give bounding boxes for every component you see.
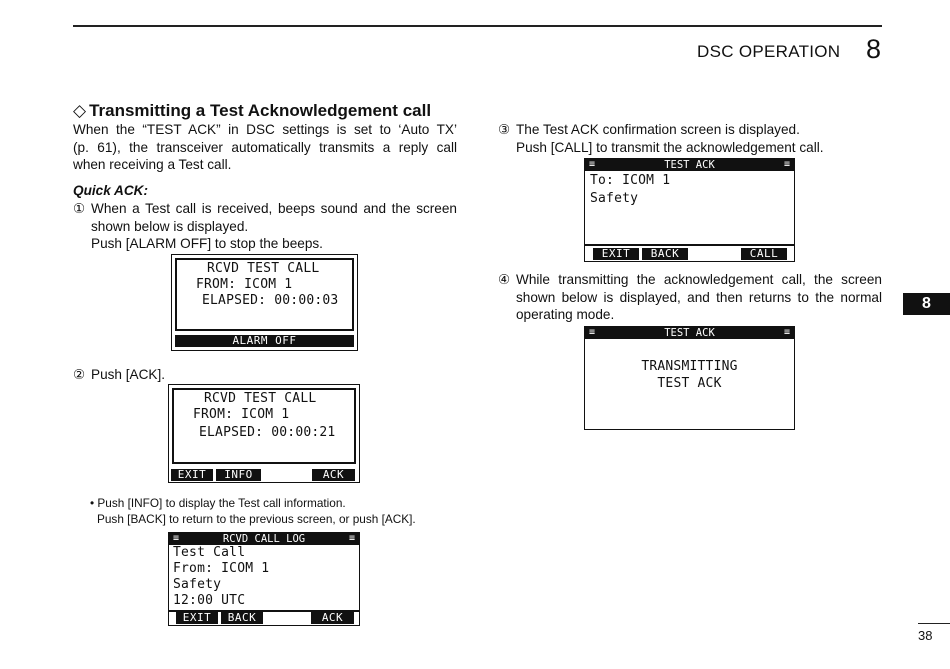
menu-icon: ≡ — [348, 533, 355, 544]
lcd-title-bar — [169, 533, 359, 545]
note-line: Push [BACK] to return to the previous screen, or push [ACK]. — [97, 512, 416, 526]
step-3 — [498, 121, 882, 156]
lcd-line: 12:00 UTC — [173, 593, 246, 608]
intro-line: When the “TEST ACK” in DSC settings is set to ‘Auto TX’ — [73, 122, 457, 137]
softkey-exit[interactable]: EXIT — [176, 612, 218, 624]
menu-icon: ≡ — [589, 327, 596, 338]
lcd-title-bar — [585, 327, 794, 339]
intro-line: when receiving a Test call. — [73, 157, 232, 172]
step-line: While transmitting the acknowledgement call, the screen — [516, 272, 882, 287]
subheading-quick-ack: Quick ACK: — [73, 183, 149, 198]
softkey-exit[interactable]: EXIT — [171, 469, 213, 481]
header-chapter-number: 8 — [866, 34, 882, 64]
softkey-ack[interactable]: ACK — [312, 469, 355, 481]
note — [90, 495, 416, 527]
step-2 — [73, 366, 457, 384]
menu-icon: ≡ — [783, 159, 790, 170]
softkey-ack[interactable]: ACK — [311, 612, 354, 624]
section-title-text: Transmitting a Test Acknowledgement call — [89, 101, 432, 120]
menu-icon: ≡ — [589, 159, 596, 170]
step-line: shown below is displayed, and then returns to the normal — [516, 289, 882, 305]
lcd-divider — [585, 244, 794, 246]
lcd-line: RCVD TEST CALL — [207, 261, 320, 276]
header-section-title: DSC OPERATION — [697, 42, 841, 61]
lcd-line: TEST ACK — [657, 376, 722, 391]
step-number: ④ — [498, 272, 511, 287]
step-line: The Test ACK confirmation screen is displayed. — [516, 122, 800, 137]
diamond-icon: ◇ — [73, 101, 87, 120]
lcd-line: TRANSMITTING — [641, 359, 738, 374]
lcd-line: ELAPSED: 00:00:21 — [199, 425, 336, 440]
step-1 — [73, 200, 457, 253]
page-number: 38 — [918, 628, 933, 643]
softkey-alarm-off[interactable]: ALARM OFF — [175, 335, 354, 347]
lcd-title: TEST ACK — [664, 327, 715, 339]
step-line: When a Test call is received, beeps sound and the screen — [91, 201, 457, 216]
step-line: shown below is displayed. — [91, 218, 249, 234]
softkey-exit[interactable]: EXIT — [593, 248, 639, 260]
lcd-line: To: ICOM 1 — [590, 173, 671, 188]
lcd-transmitting — [584, 326, 795, 430]
step-number: ① — [73, 201, 86, 216]
softkey-call[interactable]: CALL — [741, 248, 787, 260]
softkey-back[interactable]: BACK — [221, 612, 263, 624]
lcd-line: From: ICOM 1 — [173, 561, 270, 576]
lcd-line: ELAPSED: 00:00:03 — [202, 293, 339, 308]
lcd-line: FROM: ICOM 1 — [196, 277, 293, 292]
lcd-title-bar — [585, 159, 794, 171]
menu-icon: ≡ — [173, 533, 180, 544]
section-title — [73, 101, 431, 121]
menu-icon: ≡ — [783, 327, 790, 338]
lcd-rcvd-call-log — [168, 532, 360, 626]
lcd-test-ack — [584, 158, 795, 262]
footer-rule — [918, 623, 950, 624]
lcd-line: Safety — [173, 577, 222, 592]
lcd-line: Test Call — [173, 545, 246, 560]
step-line: Push [ALARM OFF] to stop the beeps. — [91, 236, 323, 251]
lcd-rcvd-test-call — [168, 384, 360, 483]
lcd-title: TEST ACK — [664, 159, 715, 171]
intro-line: (p. 61), the transceiver automatically transmits a reply call — [73, 139, 457, 155]
softkey-back[interactable]: BACK — [642, 248, 688, 260]
step-number: ③ — [498, 122, 511, 137]
note-line: • Push [INFO] to display the Test call information. — [90, 496, 346, 510]
intro-paragraph — [73, 121, 457, 174]
step-line: Push [ACK]. — [91, 367, 166, 382]
lcd-line: FROM: ICOM 1 — [193, 407, 290, 422]
step-4 — [498, 271, 882, 324]
lcd-rcvd-test-call-alarm — [171, 254, 358, 351]
chapter-tab: 8 — [903, 293, 950, 315]
step-line: Push [CALL] to transmit the acknowledgement call. — [516, 139, 824, 155]
lcd-title: RCVD CALL LOG — [222, 533, 306, 545]
lcd-line: RCVD TEST CALL — [204, 391, 317, 406]
step-number: ② — [73, 367, 86, 382]
softkey-info[interactable]: INFO — [216, 469, 261, 481]
lcd-line: Safety — [590, 191, 639, 206]
header-rule — [73, 25, 882, 27]
step-line: operating mode. — [516, 307, 615, 322]
